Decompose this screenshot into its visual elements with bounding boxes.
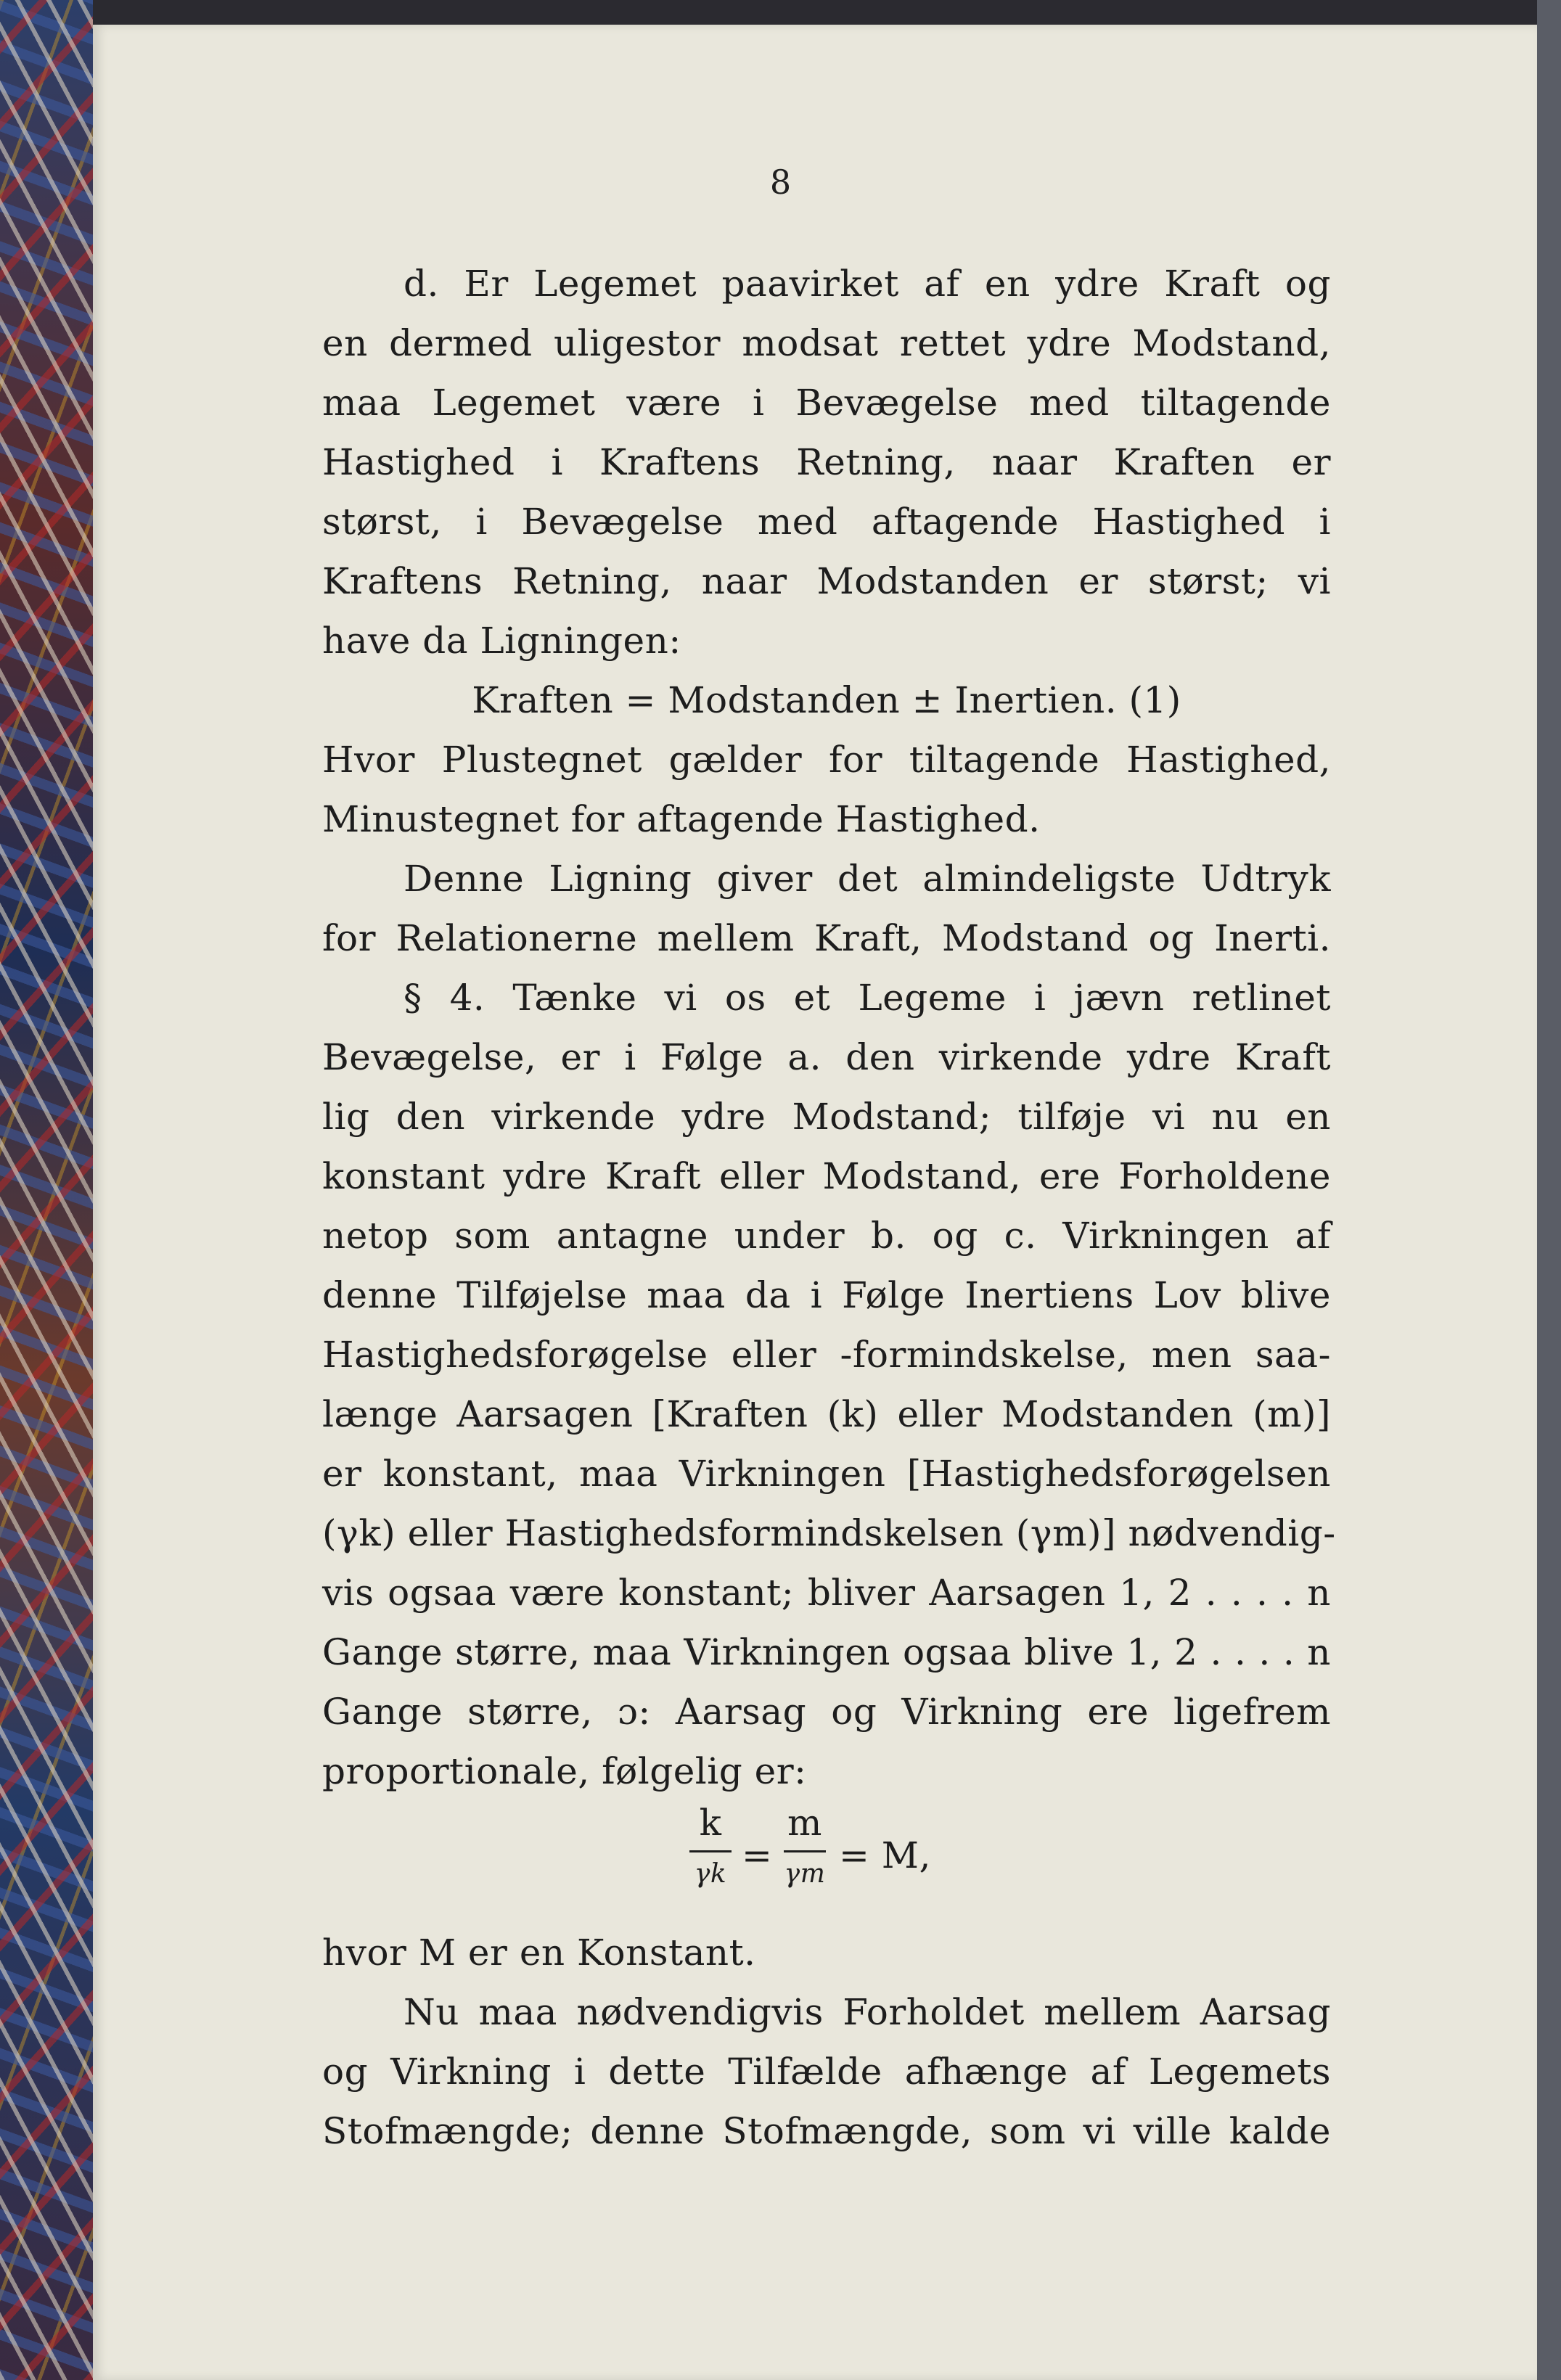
text-line: en dermed uligestor modsat rettet ydre Modstand,: [322, 322, 1331, 364]
text-line: netop som antagne under b. og c. Virkningen af: [322, 1215, 1331, 1257]
text-line: lig den virkende ydre Modstand; tilføje vi nu en: [322, 1096, 1331, 1138]
ratio-formula: [322, 1801, 1331, 1923]
text-line: Denne Ligning giver det almindeligste Udtryk: [403, 858, 1331, 900]
numerator: m: [787, 1802, 822, 1844]
text-line: § 4. Tænke vi os et Legeme i jævn retlinet: [403, 977, 1331, 1019]
text-line: Minustegnet for aftagende Hastighed.: [322, 798, 1041, 840]
text-line: proportionale, følgelig er:: [322, 1750, 807, 1792]
text-fragment: nødvendig-: [1128, 1512, 1336, 1554]
text-line: have da Ligningen:: [322, 620, 681, 662]
gamma-m-symbol: γm: [1030, 1512, 1088, 1554]
equation-line: Kraften = Modstanden ± Inertien. (1): [472, 679, 1181, 721]
text-line-with-symbols: (γk) eller Hastighedsformindskelsen (γm)] nødvendig-: [322, 1512, 1336, 1554]
text-line: Bevægelse, er i Følge a. den virkende ydre Kraft: [322, 1036, 1331, 1078]
text-line: Gange større, maa Virkningen ogsaa blive 1, 2 . . . . n: [322, 1631, 1331, 1673]
text-line: konstant ydre Kraft eller Modstand, ere Forholdene: [322, 1155, 1331, 1197]
fraction-m: [779, 1801, 830, 1892]
text-line: for Relationerne mellem Kraft, Modstand og Inerti.: [322, 917, 1331, 959]
text-line: Hvor Plustegnet gælder for tiltagende Hastighed,: [322, 739, 1331, 781]
text-line: Hastighedsforøgelse eller -formindskelse, men saa-: [322, 1334, 1331, 1376]
text-line: Nu maa nødvendigvis Forholdet mellem Aarsag: [403, 1991, 1331, 2033]
text-line: maa Legemet være i Bevægelse med tiltagende: [322, 382, 1331, 424]
text-line: Kraftens Retning, naar Modstanden er størst; vi: [322, 560, 1331, 602]
text-line: Stofmængde; denne Stofmængde, som vi ville kalde: [322, 2110, 1331, 2152]
formula-rhs: = M,: [839, 1834, 931, 1876]
fraction-k: [685, 1801, 736, 1892]
text-line: Gange større, ɔ: Aarsag og Virkning ere ligefrem: [322, 1691, 1331, 1733]
text-line: Hastighed i Kraftens Retning, naar Kraften er: [322, 441, 1331, 483]
marbled-endpaper: [0, 0, 93, 2380]
body-text: [322, 254, 1336, 2161]
text-line: vis ogsaa være konstant; bliver Aarsagen 1, 2 . . . . n: [322, 1572, 1331, 1614]
text-line: denne Tilføjelse maa da i Følge Inertiens Lov blive: [322, 1274, 1331, 1316]
page-number: 8: [769, 163, 792, 202]
denominator: γm: [784, 1859, 826, 1889]
text-line: er konstant, maa Virkningen [Hastighedsforøgelsen: [322, 1453, 1331, 1495]
text-fragment: eller Hastighedsformindskelsen: [407, 1512, 1004, 1554]
gamma-k-symbol: γk: [337, 1512, 382, 1554]
text-line: hvor M er en Konstant.: [322, 1932, 756, 1974]
fraction-bar: [784, 1850, 826, 1852]
denominator: γk: [694, 1859, 727, 1889]
text-line: d. Er Legemet paavirket af en ydre Kraft og: [403, 263, 1331, 305]
text-line: længe Aarsagen [Kraften (k) eller Modstanden (m)]: [322, 1393, 1331, 1435]
numerator: k: [699, 1802, 722, 1844]
equals-sign: =: [742, 1834, 773, 1876]
text-line: og Virkning i dette Tilfælde afhænge af Legemets: [322, 2051, 1331, 2093]
page-edge: [1537, 0, 1561, 2380]
text-line: størst, i Bevægelse med aftagende Hastighed i: [322, 501, 1331, 543]
fraction-bar: [689, 1850, 732, 1852]
